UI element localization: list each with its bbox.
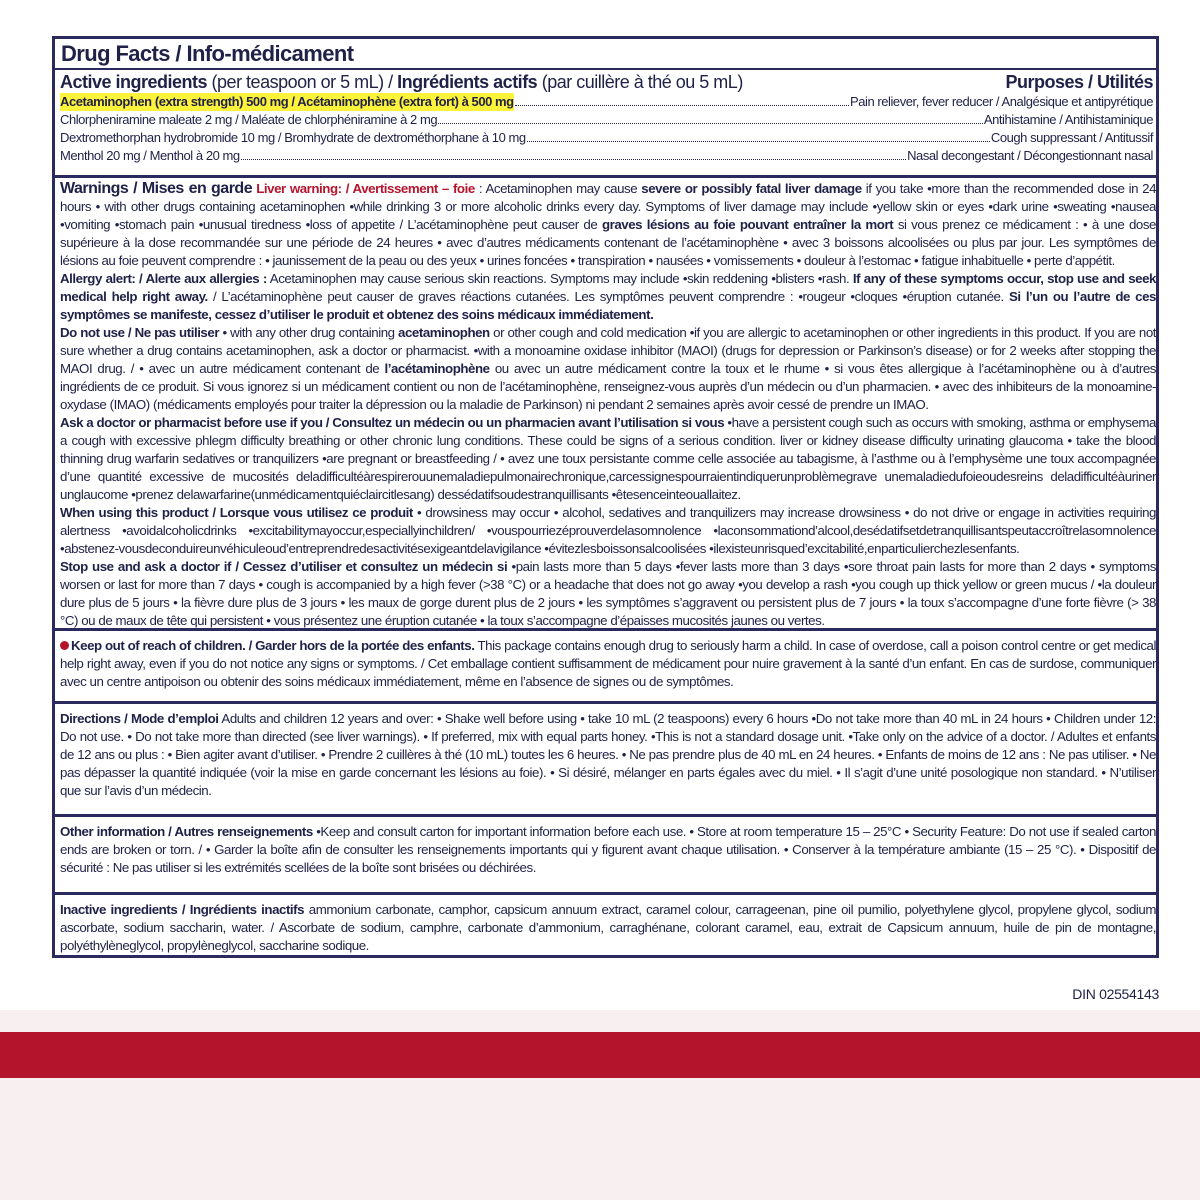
dot-leader [438, 111, 983, 124]
allergy-alert-heading: Allergy alert: / Alerte aux allergies : [60, 270, 267, 286]
stop-use-heading: Stop use and ask a doctor if / Cessez d’utiliser et consultez un médecin si [60, 558, 508, 574]
liver-warning: Warnings / Mises en garde Liver warning: / Avertissement – foie : Acetaminophen may cause severe or possibly fatal liver damage if you take •more than the recommended dose in 24 hours • with other drugs containing acetaminophen •while drinking 3 or more alcoholic drinks every day. Symptoms of liver damage may include •yellow skin or eyes •dark urine •sweating •nausea •vomiting •stomach pain •unusual tiredness •loss of appetite / L’acétaminophène peut causer de graves lésions au foie pouvant entraîner la mort si vous prenez ce médicament : • à une dose supérieure à la dose recommandée sur une période de 24 heures • avec d’autres médicaments contenant de l’acétaminophène • avec 3 boissons alcoolisées ou plus par jour. Les symptômes de lésions au foie peuvent comprendre : • jaunissement de la peau ou des yeux • urines foncées • transpiration • nausées • vomissements • douleur à l’estomac • fatigue inhabituelle • perte d’appétit. [60, 179, 1156, 268]
when-using-heading: When using this product / Lorsque vous utilisez ce produit [60, 504, 413, 520]
brand-red-band [0, 1032, 1200, 1078]
ingredient-name: Menthol 20 mg / Menthol à 20 mg [60, 147, 240, 163]
ingredient-purpose: Nasal decongestant / Décongestionnant nasal [907, 147, 1153, 163]
ingredient-row [60, 93, 1156, 111]
directions-heading: Directions / Mode d’emploi [60, 711, 219, 727]
ingredient-row [60, 129, 1156, 147]
red-bullet-icon [60, 641, 69, 650]
din-number: DIN 02554143 [1072, 986, 1159, 1002]
ingredient-row [60, 111, 1156, 129]
inactive-ingredients-section: Inactive ingredients / Ingrédients inactifs ammonium carbonate, camphor, capsicum annuum extract, caramel colour, carrageenan, pine oil pumilio, polyethylene glycol, propylene glycol, sodium ascorbate, sodium saccharin, water. / Ascorbate de sodium, camphre, carbonate d’ammonium, carraghénane, colorant caramel, eau, extrait de Capsicum annuum, huile de pin de montagne, polyéthylèneglycol, propylèneglycol, saccharine sodique. [55, 892, 1156, 955]
children-warning-heading: Keep out of reach of children. / Garder hors de la portée des enfants. [71, 637, 475, 653]
drug-facts-panel [52, 36, 1159, 958]
ingredient-purpose: Antihistamine / Antihistaminique [983, 111, 1153, 127]
active-ingredients-header [60, 71, 1156, 93]
warnings-section [55, 175, 1156, 628]
do-not-use: Do not use / Ne pas utiliser • with any other drug containing acetaminophen or other cough and cold medication •if you are allergic to acetaminophen or other ingredients in this product. If you are not sure whether a drug contains acetaminophen, ask a doctor or pharmacist. •with a monoamine oxidase inhibitor (MAOI) (drugs for depression or Parkinson’s disease) or for 2 weeks after stopping the MAOI drug. / • avec un autre médicament contenant de l’acétaminophène ou avec un autre médicament contre la toux et le rhume • si vous êtes allergique à l’acétaminophène ou à d’autres ingrédients de ce produit. Si vous ignorez si un médicament contient ou non de l’acétaminophène, renseignez-vous auprès d’un médecin ou d’un pharmacien. • avec des inhibiteurs de la monoamine-oxydase (IMAO) (médicaments employés pour traiter la dépression ou la maladie de Parkinson) ni pendant 2 semaines après avoir cessé de prendre un IMAO. [60, 324, 1156, 412]
drug-facts-title: Drug Facts / Info-médicament [55, 39, 1156, 70]
when-using: When using this product / Lorsque vous utilisez ce produit • drowsiness may occur • alcohol, sedatives and tranquilizers may increase drowsiness • do not drive or engage in activities requiring alertness •avoidalcoholicdrinks •excitabilitymayoccur,especiallyinchildren/ •vouspourriezéprouverdelasomnolence •laconsommationd’alcool,desédatifsetdetranquillisantspeutaccroîtrelasomnolence •abstenez-vousdeconduireunvéhiculeoud’entreprendredesactivitésexigeantdelavigilance •évitezlesboissonsalcoolisées •ilexisteunrisqued’excitabilité,enparticulierchezlesenfants. [60, 504, 1156, 556]
children-warning-section: Keep out of reach of children. / Garder hors de la portée des enfants. This package contains enough drug to seriously harm a child. In case of overdose, call a poison control centre or get medical help right away, even if you do not notice any signs or symptoms. / Cet emballage contient suffisamment de médicament pour nuire gravement à la santé d’un enfant. En cas de surdose, communiquer avec un centre antipoison ou obtenir des soins médicaux immédiatement, même en l’absence de signes ou de symptômes. [55, 628, 1156, 701]
ingredient-row [60, 147, 1156, 165]
do-not-use-heading: Do not use / Ne pas utiliser [60, 324, 220, 340]
ingredient-name: Dextromethorphan hydrobromide 10 mg / Bromhydrate de dextrométhorphane à 10 mg [60, 129, 526, 145]
active-ingredients-heading: Active ingredients (per teaspoon or 5 mL) / Ingrédients actifs (par cuillère à thé ou 5 mL) [60, 71, 743, 92]
purposes-heading: Purposes / Utilités [1005, 71, 1153, 92]
stop-use: Stop use and ask a doctor if / Cessez d’utiliser et consultez un médecin si •pain lasts more than 5 days •fever lasts more than 3 days •sore throat pain lasts for more than 2 days • symptoms worsen or last for more than 7 days • cough is accompanied by a high fever (>38 °C) or a headache that does not go away •you develop a rash •you cough up thick yellow or green mucus / •la douleur dure plus de 5 jours • la fièvre dure plus de 3 jours • les maux de gorge durent plus de 2 jours • les symptômes s’aggravent ou persistent plus de 7 jours • la toux s’accompagne d’une forte fièvre (> 38 °C) ou de maux de tête qui persistent • vous présentez une éruption cutanée • la toux s’accompagne d’épaisses mucosités jaunes ou vertes. [60, 558, 1156, 628]
ingredient-purpose: Pain reliever, fever reducer / Analgésique et antipyrétique [850, 93, 1153, 109]
liver-warning-heading: Liver warning: / Avertissement – foie [256, 180, 475, 196]
ingredient-purpose: Cough suppressant / Antitussif [990, 129, 1153, 145]
other-information-heading: Other information / Autres renseignements [60, 823, 313, 839]
dot-leader [241, 147, 906, 160]
ask-a-doctor-heading: Ask a doctor or pharmacist before use if you / Consultez un médecin ou un pharmacien avant l’utilisation si vous [60, 414, 725, 430]
other-information-section: Other information / Autres renseignements •Keep and consult carton for important information before each use. • Store at room temperature 15 – 25°C • Security Feature: Do not use if sealed carton ends are broken or torn. / • Garder la boîte afin de consulter les renseignements importants qui y figurent avant chaque utilisation. • Conserver à la température ambiante (15 – 25 °C). • Dispositif de sécurité : Ne pas utiliser si les extrémités scellées de la boîte sont brisées ou déchirées. [55, 814, 1156, 892]
allergy-alert: Allergy alert: / Alerte aux allergies : Acetaminophen may cause serious skin reactions. Symptoms may include •skin reddening •blisters •rash. If any of these symptoms occur, stop use and seek medical help right away. / L’acétaminophène peut causer de graves réactions cutanées. Les symptômes peuvent comprendre : •rougeur •cloques •éruption cutanée. Si l’un ou l’autre de ces symptômes se manifeste, cessez d’utiliser le produit et obtenez des soins médicaux immédiatement. [60, 270, 1156, 322]
ingredient-name: Chlorpheniramine maleate 2 mg / Maléate de chlorphéniramine à 2 mg [60, 111, 438, 127]
warnings-heading: Warnings / Mises en garde [60, 179, 253, 197]
directions-section: Directions / Mode d’emploi Adults and children 12 years and over: • Shake well before using • take 10 mL (2 teaspoons) every 6 hours •Do not take more than 40 mL in 24 hours • Children under 12: Do not use. • Do not take more than directed (see liver warnings). • If preferred, mix with equal parts honey. •This is not a standard dosage unit. •Take only on the advice of a doctor. / Adultes et enfants de 12 ans ou plus : • Bien agiter avant d’utiliser. • Prendre 2 cuillères à thé (10 mL) toutes les 6 heures. • Ne pas prendre plus de 40 mL en 24 heures. • Enfants de moins de 12 ans : Ne pas utiliser. • Ne pas dépasser la quantité indiquée (voir la mise en garde concernant les lésions au foie). • Si désiré, mélanger en parts égales avec du miel. • Il s’agit d’une unité posologique non standard. • N’utiliser que sur l’avis d’un médecin. [55, 701, 1156, 814]
active-ingredients-section [55, 70, 1156, 175]
ask-a-doctor: Ask a doctor or pharmacist before use if you / Consultez un médecin ou un pharmacien avant l’utilisation si vous •have a persistent cough such as occurs with smoking, asthma or emphysema a cough with excessive phlegm difficulty breathing or other chronic lung conditions. These could be signs of a serious condition. liver or kidney disease difficulty urinating glaucoma • take the blood thinning drug warfarin sedatives or tranquilizers •are pregnant or breastfeeding / • avez une toux persistante comme celle associée au tabagisme, à l’asthme ou à l’emphysème une toux accompagnée d’une quantité excessive de mucosités deladifficultéàrespirerouunemaladiepulmonairechronique,carcessignespourraientindiquerunproblèmegrave unemaladiedufoieoudesreins deladifficultéàuriner unglaucome •prenez delawarfarine(unmédicamentquiéclaircitlesang) dessédatifsoudestranquillisants •êtesenceinteouallaitez. [60, 414, 1156, 502]
ingredient-name: Acetaminophen (extra strength) 500 mg / Acétaminophène (extra fort) à 500 mg [60, 93, 514, 109]
inactive-ingredients-heading: Inactive ingredients / Ingrédients inactifs [60, 902, 305, 918]
dot-leader [515, 93, 849, 106]
dot-leader [527, 129, 990, 142]
